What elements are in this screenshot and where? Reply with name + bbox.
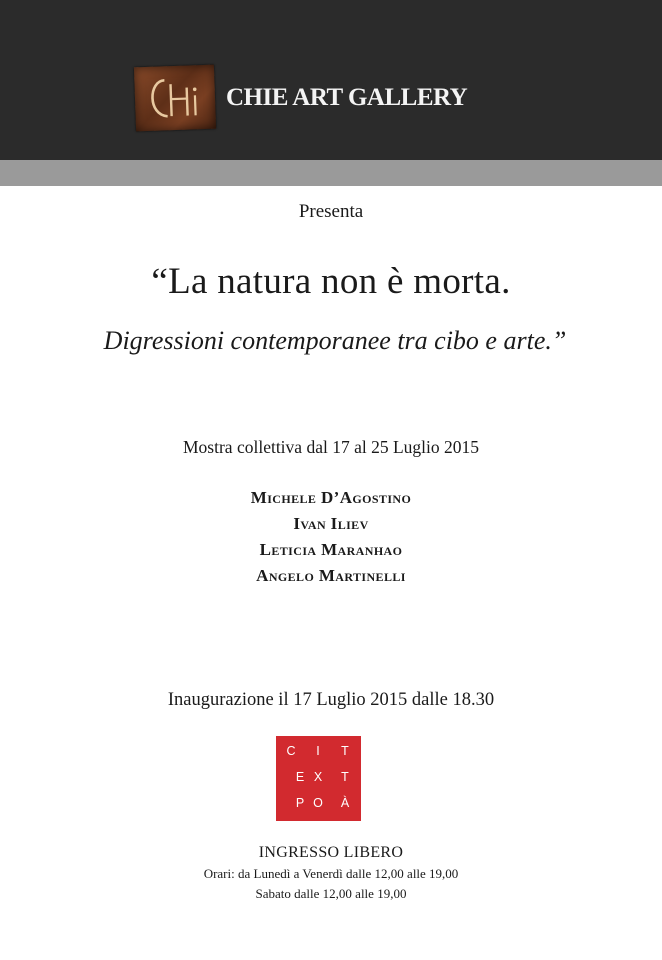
opening-info: Inaugurazione il 17 Luglio 2015 dalle 18.30 bbox=[167, 690, 495, 710]
artist-name: Angelo Martinelli bbox=[256, 566, 406, 585]
venue-logo-letter: T bbox=[341, 770, 349, 784]
presenta-text: Presenta bbox=[298, 201, 364, 222]
venue-logo-letter: X bbox=[313, 770, 323, 784]
opening-hours-weekdays: Orari: da Lunedì a Venerdì dalle 12,00 alle 19,00 bbox=[203, 866, 459, 881]
exhibition-title: “La natura non è morta. bbox=[151, 261, 511, 302]
header-band bbox=[0, 160, 662, 186]
venue-logo-letter: C bbox=[286, 744, 296, 758]
free-entry: INGRESSO LIBERO bbox=[258, 844, 404, 861]
venue-logo-letter: I bbox=[316, 744, 320, 758]
venue-logo-letter: P bbox=[295, 796, 305, 810]
header-bar bbox=[0, 0, 662, 160]
gallery-logo bbox=[134, 65, 216, 132]
venue-logo bbox=[276, 736, 361, 821]
artist-name: Leticia Maranhao bbox=[259, 540, 403, 559]
venue-logo-letter: À bbox=[340, 796, 350, 810]
venue-logo-letter: O bbox=[313, 796, 323, 810]
gallery-name: CHIE ART GALLERY bbox=[226, 84, 468, 111]
exhibition-dates: Mostra collettiva dal 17 al 25 Luglio 2015 bbox=[183, 437, 479, 457]
venue-logo-letter: E bbox=[295, 770, 305, 784]
opening-hours-saturday: Sabato dalle 12,00 alle 19,00 bbox=[255, 886, 407, 901]
gallery-logo-monogram bbox=[134, 65, 216, 132]
artist-name: Ivan Iliev bbox=[293, 514, 369, 533]
artist-name: Michele D’Agostino bbox=[250, 488, 412, 507]
exhibition-subtitle: Digressioni contemporanee tra cibo e arte.” bbox=[103, 326, 567, 355]
venue-logo-letter: T bbox=[341, 744, 349, 758]
